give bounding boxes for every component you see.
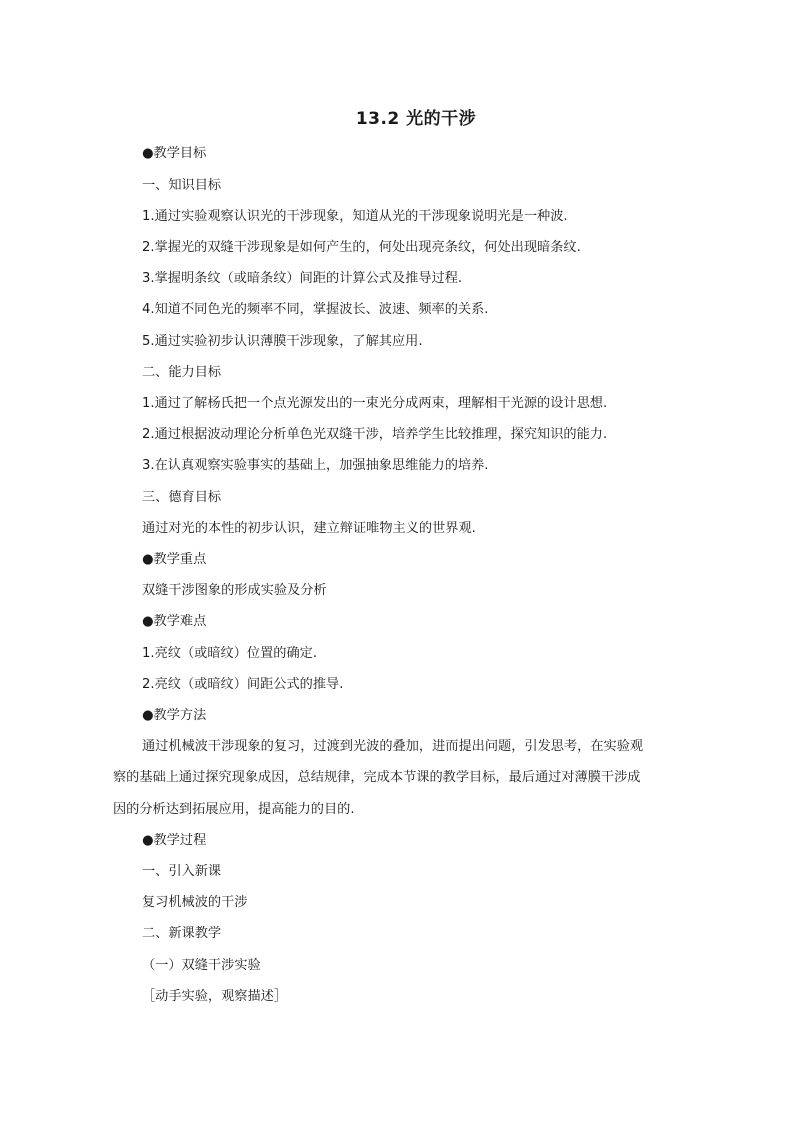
subsection-heading-ability: 二、能力目标 <box>142 365 222 380</box>
methods-paragraph-line: 因的分析达到拓展应用，提高能力的目的. <box>113 802 355 817</box>
difficulty-item: 2.亮纹（或暗纹）间距公式的推导. <box>142 677 344 692</box>
ability-item: 3.在认真观察实验事实的基础上，加强抽象思维能力的培养. <box>142 458 489 473</box>
process-sub-heading: （一）双缝干涉实验 <box>142 958 261 973</box>
document-title: 13.2 光的干涉 <box>355 109 477 129</box>
knowledge-item: 2.掌握光的双缝干涉现象是如何产生的，何处出现亮条纹，何处出现暗条纹. <box>142 240 581 255</box>
section-heading-methods: ●教学方法 <box>142 708 207 723</box>
process-intro-heading: 一、引入新课 <box>142 864 222 879</box>
ability-item: 2.通过根据波动理论分析单色光双缝干涉，培养学生比较推理，探究知识的能力. <box>142 427 608 442</box>
methods-paragraph-line: 察的基础上通过探究现象成因，总结规律，完成本节课的教学目标，最后通过对薄膜干涉成 <box>113 770 641 785</box>
process-bracket-note: ［动手实验，观察描述］ <box>142 989 288 1004</box>
knowledge-item: 4.知道不同色光的频率不同，掌握波长、波速、频率的关系. <box>142 302 489 317</box>
difficulty-item: 1.亮纹（或暗纹）位置的确定. <box>142 646 318 661</box>
section-heading-goals: ●教学目标 <box>142 146 207 161</box>
section-heading-process: ●教学过程 <box>142 833 207 848</box>
process-new-heading: 二、新课教学 <box>142 926 222 941</box>
section-heading-key-points: ●教学重点 <box>142 552 207 567</box>
moral-text: 通过对光的本性的初步认识，建立辩证唯物主义的世界观. <box>142 521 476 536</box>
process-intro-text: 复习机械波的干涉 <box>142 895 248 910</box>
subsection-heading-knowledge: 一、知识目标 <box>142 178 222 193</box>
knowledge-item: 1.通过实验观察认识光的干涉现象，知道从光的干涉现象说明光是一种波. <box>142 209 568 224</box>
subsection-heading-moral: 三、德育目标 <box>142 490 222 505</box>
knowledge-item: 5.通过实验初步认识薄膜干涉现象，了解其应用. <box>142 334 423 349</box>
ability-item: 1.通过了解杨氏把一个点光源发出的一束光分成两束，理解相干光源的设计思想. <box>142 396 608 411</box>
section-heading-difficulties: ●教学难点 <box>142 614 207 629</box>
knowledge-item: 3.掌握明条纹（或暗条纹）间距的计算公式及推导过程. <box>142 271 463 286</box>
key-points-text: 双缝干涉图象的形成实验及分析 <box>142 583 327 598</box>
methods-paragraph-line: 通过机械波干涉现象的复习，过渡到光波的叠加，进而提出问题，引发思考，在实验观 <box>142 739 644 754</box>
